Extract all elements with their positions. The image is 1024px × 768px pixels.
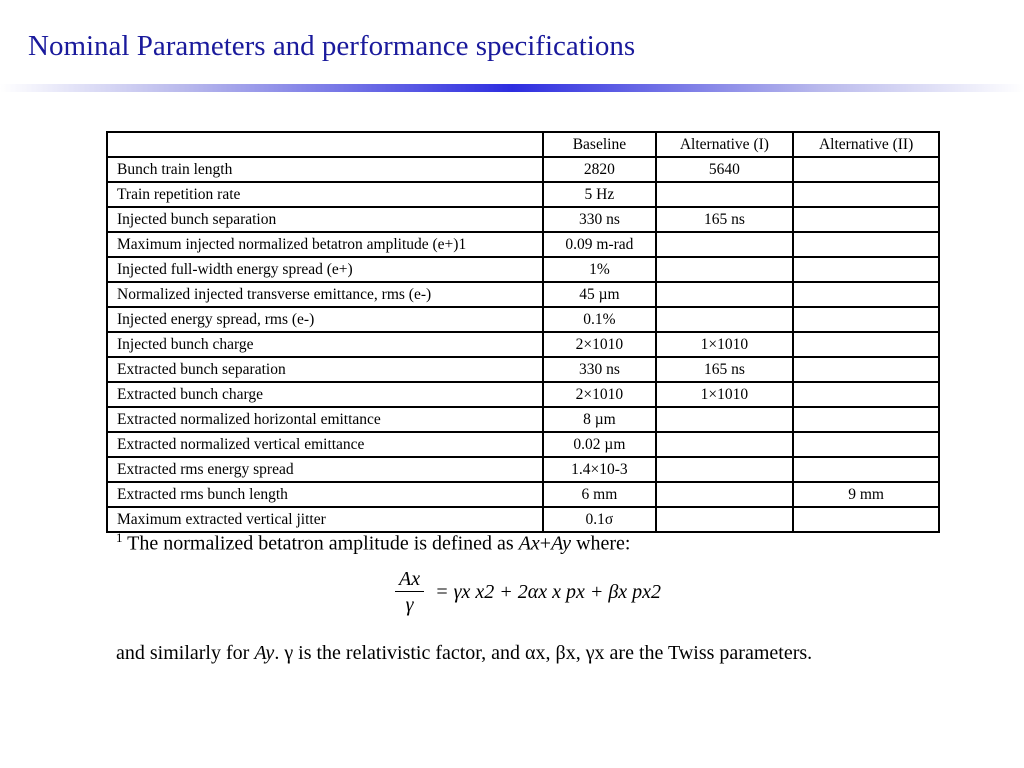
table-row [107,332,939,357]
footnote-plus: + [539,532,552,555]
footnote-marker: 1 [116,530,123,545]
alternative-1-cell [656,232,794,257]
alternative-2-cell [793,282,939,307]
param-cell: Extracted bunch charge [107,382,543,407]
closing-text-1: and similarly for [116,642,250,664]
alternative-2-cell [793,457,939,482]
alternative-1-cell [656,407,794,432]
table-row [107,257,939,282]
header-alternative-2: Alternative (II) [793,132,939,157]
baseline-cell: 6 mm [543,482,655,507]
baseline-cell: 2×1010 [543,382,655,407]
header-alternative-1: Alternative (I) [656,132,794,157]
alternative-2-cell: 9 mm [793,482,939,507]
alternative-2-cell [793,382,939,407]
alternative-2-cell [793,357,939,382]
alternative-2-cell [793,232,939,257]
alternative-2-cell [793,407,939,432]
alternative-2-cell [793,257,939,282]
param-cell: Injected bunch charge [107,332,543,357]
closing-text-2: . γ is the relativistic factor, and αx, βx, γx are the Twiss parameters. [274,642,813,664]
footnote-where: where: [576,532,631,555]
table-row [107,282,939,307]
param-cell: Normalized injected transverse emittance, rms (e-) [107,282,543,307]
footnote-ax: Ax [518,532,540,555]
equation-numerator: Ax [395,568,424,592]
alternative-2-cell [793,157,939,182]
footnote-ay: Ay [551,532,572,555]
parameters-table [106,131,940,533]
table-row [107,232,939,257]
alternative-1-cell [656,257,794,282]
alternative-1-cell: 1×1010 [656,332,794,357]
footnote [116,530,630,556]
alternative-1-cell [656,432,794,457]
param-cell: Extracted bunch separation [107,357,543,382]
title-divider [0,84,1024,92]
closing-text [116,642,812,665]
alternative-1-cell [656,282,794,307]
baseline-cell: 1% [543,257,655,282]
baseline-cell: 2820 [543,157,655,182]
alternative-1-cell: 1×1010 [656,382,794,407]
baseline-cell: 2×1010 [543,332,655,357]
slide-title: Nominal Parameters and performance specifications [28,30,636,62]
table-row [107,407,939,432]
table-header-row [107,132,939,157]
param-cell: Extracted rms energy spread [107,457,543,482]
alternative-2-cell [793,507,939,532]
baseline-cell: 45 µm [543,282,655,307]
alternative-1-cell [656,307,794,332]
table-row [107,432,939,457]
alternative-1-cell [656,507,794,532]
param-cell: Injected bunch separation [107,207,543,232]
param-cell: Injected full-width energy spread (e+) [107,257,543,282]
alternative-1-cell: 165 ns [656,357,794,382]
alternative-2-cell [793,207,939,232]
alternative-2-cell [793,432,939,457]
baseline-cell: 8 µm [543,407,655,432]
param-cell: Extracted normalized horizontal emittance [107,407,543,432]
param-cell: Extracted rms bunch length [107,482,543,507]
alternative-2-cell [793,182,939,207]
table-row [107,457,939,482]
alternative-1-cell [656,182,794,207]
table-row [107,307,939,332]
baseline-cell: 330 ns [543,207,655,232]
param-cell: Maximum injected normalized betatron amplitude (e+)1 [107,232,543,257]
table-row [107,357,939,382]
alternative-1-cell [656,457,794,482]
param-cell: Train repetition rate [107,182,543,207]
header-parameter [107,132,543,157]
table-row [107,382,939,407]
baseline-cell: 330 ns [543,357,655,382]
table-row [107,157,939,182]
footnote-text: The normalized betatron amplitude is defined as [127,532,514,555]
param-cell: Injected energy spread, rms (e-) [107,307,543,332]
alternative-2-cell [793,332,939,357]
alternative-1-cell: 165 ns [656,207,794,232]
baseline-cell: 0.1σ [543,507,655,532]
param-cell: Bunch train length [107,157,543,182]
table-row [107,182,939,207]
table-row [107,207,939,232]
table-body [107,157,939,532]
equation-denominator: γ [405,594,414,616]
baseline-cell: 0.02 µm [543,432,655,457]
table-row [107,507,939,532]
alternative-2-cell [793,307,939,332]
baseline-cell: 1.4×10-3 [543,457,655,482]
equation-rhs: = γx x2 + 2αx x px + βx px2 [435,581,662,603]
param-cell: Extracted normalized vertical emittance [107,432,543,457]
equation-fraction [395,568,424,617]
alternative-1-cell [656,482,794,507]
baseline-cell: 5 Hz [543,182,655,207]
closing-ay: Ay [254,642,275,664]
alternative-1-cell: 5640 [656,157,794,182]
baseline-cell: 0.1% [543,307,655,332]
betatron-equation [395,568,661,617]
param-cell: Maximum extracted vertical jitter [107,507,543,532]
baseline-cell: 0.09 m-rad [543,232,655,257]
header-baseline: Baseline [543,132,655,157]
table-row [107,482,939,507]
